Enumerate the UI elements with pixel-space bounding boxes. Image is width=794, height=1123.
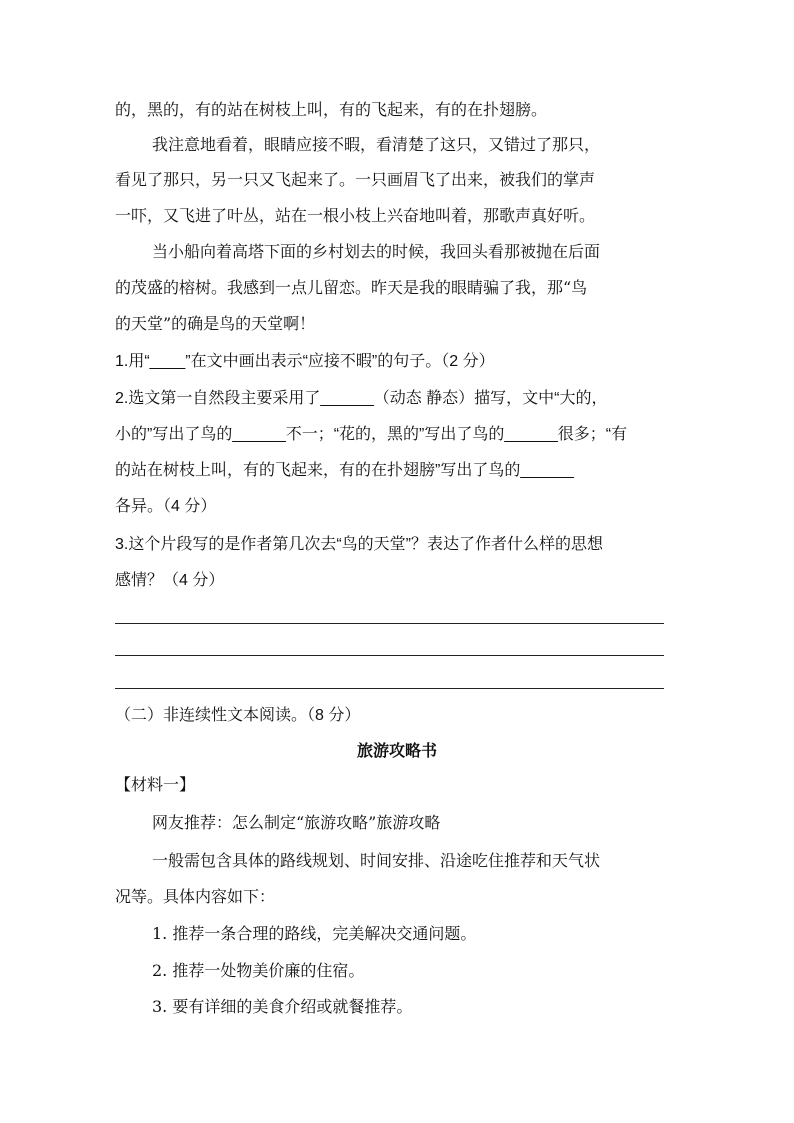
material-list-item: 1. 推荐一条合理的路线，完美解决交通问题。 [152, 924, 477, 943]
question-1: 1.用“____”在文中画出表示“应接不暇”的句子。（2 分） [115, 353, 495, 370]
passage-line: 的茂盛的榕树。我感到一点儿留恋。昨天是我的眼睛骗了我，那“鸟 [115, 278, 588, 297]
material-line: 况等。具体内容如下： [115, 887, 276, 906]
question-2-line: 2.选文第一自然段主要采用了______（动态 静态）描写，文中“大的， [115, 390, 608, 407]
passage-line: 的，黑的，有的站在树枝上叫，有的飞起来，有的在扑翅膀。 [115, 100, 548, 119]
passage-line: 看见了那只，另一只又飞起来了。一只画眉飞了出来，被我们的掌声 [115, 170, 596, 189]
material-line: 网友推荐：怎么制定“旅游攻略”旅游攻略 [152, 813, 441, 832]
section-heading: （二）非连续性文本阅读。（8 分） [115, 707, 361, 724]
passage-line: 一吓，又飞进了叶丛，站在一根小枝上兴奋地叫着，那歌声真好听。 [115, 206, 596, 225]
passage-line: 我注意地看着，眼睛应接不暇，看清楚了这只，又错过了那只， [152, 135, 601, 154]
passage-line: 的天堂”的确是鸟的天堂啊！ [115, 314, 316, 333]
passage-line: 当小船向着高塔下面的乡村划去的时候，我回头看那被抛在后面 [152, 242, 601, 261]
answer-line[interactable] [115, 623, 664, 624]
answer-line[interactable] [115, 688, 664, 689]
question-2-line: 小的”写出了鸟的______不一；“花的，黑的”写出了鸟的______很多；“有 [115, 426, 628, 443]
question-2-line: 的站在树枝上叫，有的飞起来，有的在扑翅膀”写出了鸟的______ [115, 462, 574, 479]
material-list-item: 3. 要有详细的美食介绍或就餐推荐。 [152, 997, 413, 1016]
question-2-line: 各异。（4 分） [115, 498, 217, 515]
question-3-line: 感情？（4 分） [115, 572, 225, 589]
material-line: 一般需包含具体的路线规划、时间安排、沿途吃住推荐和天气状 [152, 851, 601, 870]
material-list-item: 2. 推荐一处物美价廉的住宿。 [152, 961, 365, 980]
material-label: 【材料一】 [115, 777, 196, 794]
question-3-line: 3.这个片段写的是作者第几次去“鸟的天堂”？表达了作者什么样的思想 [115, 536, 604, 553]
section-title: 旅游攻略书 [356, 741, 437, 760]
answer-line[interactable] [115, 655, 664, 656]
